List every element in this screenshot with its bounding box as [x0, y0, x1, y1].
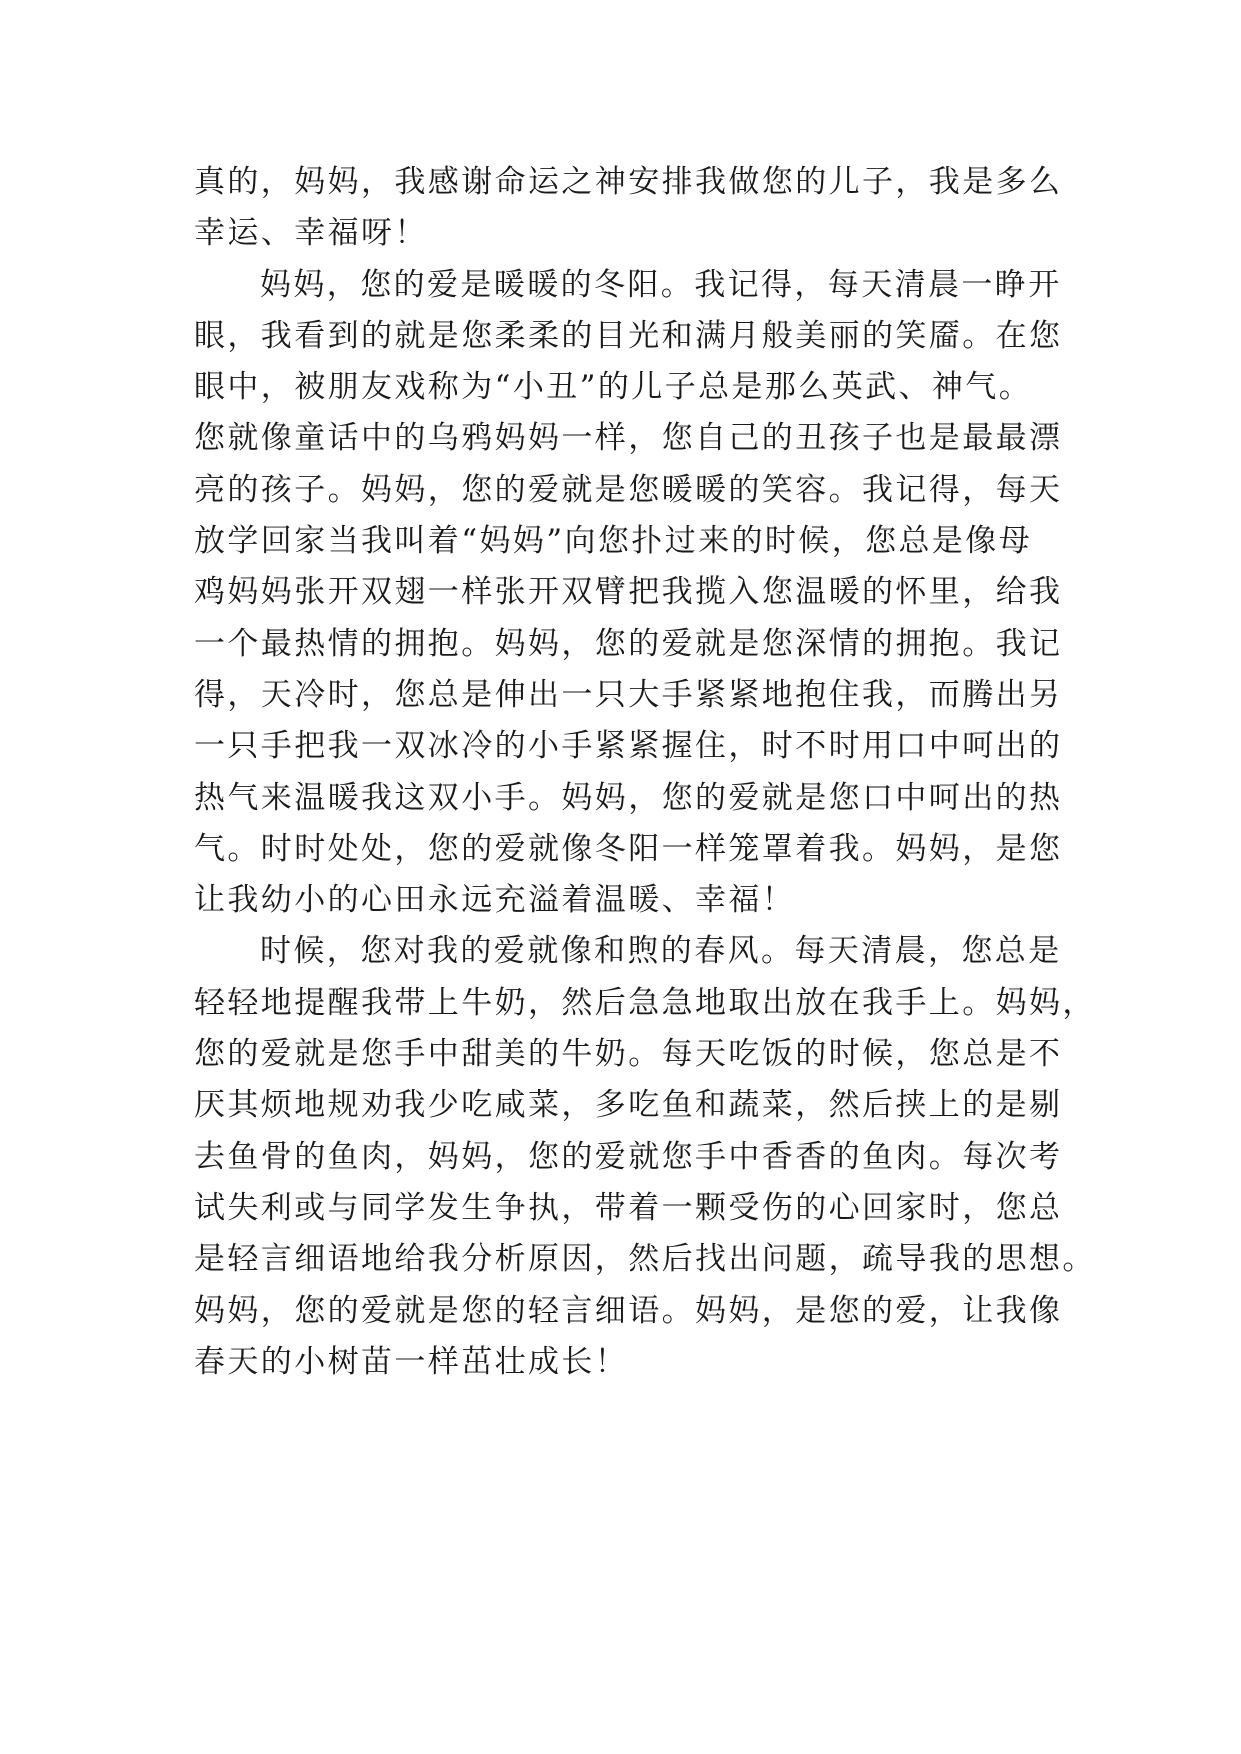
- text-line: 幸运、幸福呀！: [194, 215, 428, 252]
- text-line: 厌其烦地规劝我少吃咸菜，多吃鱼和蔬菜，然后挟上的是剔: [194, 1087, 1063, 1124]
- text-line: 放学回家当我叫着“妈妈”向您扑过来的时候，您总是像母: [194, 523, 1033, 560]
- text-line: 妈妈，您的爱是暖暖的冬阳。我记得，每天清晨一睁开: [260, 266, 1062, 303]
- text-line: 真的，妈妈，我感谢命运之神安排我做您的儿子，我是多么: [194, 164, 1063, 200]
- text-line: 去鱼骨的鱼肉，妈妈，您的爱就您手中香香的鱼肉。每次考: [194, 1138, 1063, 1175]
- text-line: 试失利或与同学发生争执，带着一颗受伤的心回家时，您总: [194, 1189, 1063, 1226]
- text-line: 您的爱就是您手中甜美的牛奶。每天吃饭的时候，您总是不: [194, 1036, 1063, 1073]
- document-body: [194, 157, 1096, 1388]
- text-line: 是轻言细语地给我分析原因，然后找出问题，疏导我的思想。: [194, 1241, 1096, 1278]
- text-line: 让我幼小的心田永远充溢着温暖、幸福！: [194, 882, 796, 919]
- text-line: 春天的小树苗一样茁壮成长！: [194, 1343, 629, 1380]
- text-line: 一只手把我一双冰冷的小手紧紧握住，时不时用口中呵出的: [194, 728, 1063, 765]
- text-line: 热气来温暖我这双小手。妈妈，您的爱就是您口中呵出的热: [194, 779, 1063, 816]
- text-line: 得，天冷时，您总是伸出一只大手紧紧地抱住我，而腾出另: [194, 676, 1063, 713]
- text-line: 轻轻地提醒我带上牛奶，然后急急地取出放在我手上。妈妈，: [194, 984, 1096, 1021]
- text-line: 妈妈，您的爱就是您的轻言细语。妈妈，是您的爱，让我像: [194, 1292, 1063, 1329]
- text-line: 眼中，被朋友戏称为“小丑”的儿子总是那么英武、神气。: [194, 369, 1033, 406]
- text-line: 鸡妈妈张开双翅一样张开双臂把我揽入您温暖的怀里，给我: [194, 574, 1063, 611]
- text-line: 眼，我看到的就是您柔柔的目光和满月般美丽的笑靥。在您: [194, 317, 1063, 354]
- text-line: 一个最热情的拥抱。妈妈，您的爱就是您深情的拥抱。我记: [194, 625, 1063, 662]
- text-line: 亮的孩子。妈妈，您的爱就是您暖暖的笑容。我记得，每天: [194, 471, 1063, 508]
- text-line: 时候，您对我的爱就像和煦的春风。每天清晨，您总是: [260, 933, 1062, 970]
- text-line: 气。时时处处，您的爱就像冬阳一样笼罩着我。妈妈，是您: [194, 830, 1063, 867]
- text-line: 您就像童话中的乌鸦妈妈一样，您自己的丑孩子也是最最漂: [194, 420, 1063, 457]
